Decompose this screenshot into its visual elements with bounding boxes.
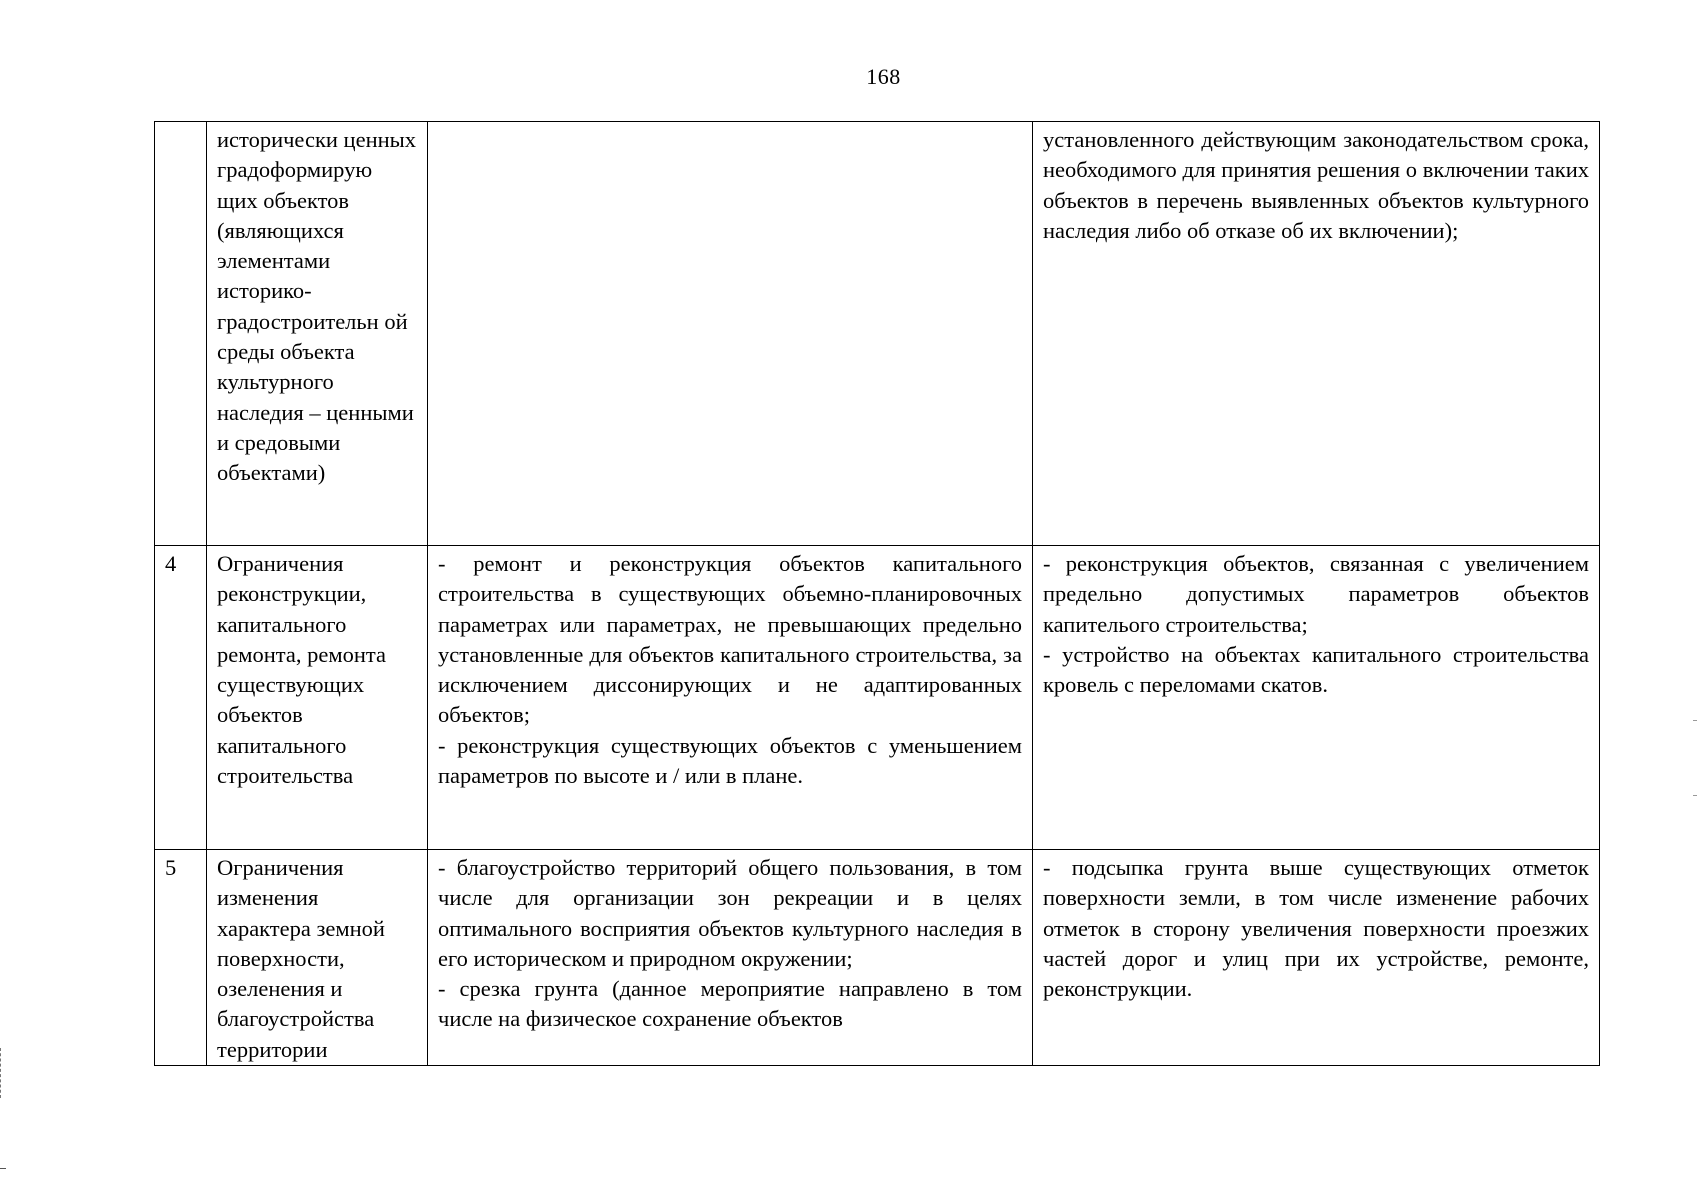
regulations-table xyxy=(154,121,1600,1066)
scan-right-tick xyxy=(1693,720,1697,721)
restriction-name: исторически ценных градоформирую щих объектов (являющихся элементами историко-градостроительн ой среды объекта культурного наследия – ценными и средовыми объектами) xyxy=(207,122,428,546)
restriction-name: Ограничения реконструкции, капитального ремонта, ремонта существующих объектов капитального строительства xyxy=(207,546,428,850)
scan-margin-marks xyxy=(0,1048,5,1098)
allowed-item: - реконструкция существующих объектов с уменьшением параметров по высоте и / или в плане. xyxy=(438,732,1022,789)
scan-right-tick xyxy=(1693,795,1697,796)
allowed-cell-content xyxy=(438,853,1022,1059)
table-row xyxy=(155,850,1600,1066)
allowed-cell xyxy=(428,122,1033,546)
allowed-item: - ремонт и реконструкция объектов капитального строительства в существующих объемно-планировочных параметрах или параметрах, не превышающих предельно установленные для объектов капитального строительства, за исключением диссонирующих и не адаптированных объектов; xyxy=(438,551,1022,728)
restriction-name: Ограничения изменения характера земной поверхности, озеленения и благоустройства территории xyxy=(207,850,428,1066)
forbidden-cell xyxy=(1033,122,1600,546)
forbidden-item: установленного действующим законодательством срока, необходимого для принятия решения о включении таких объектов в перечень выявленных объектов культурного наследия либо об отказе об их включении); xyxy=(1043,127,1589,243)
scan-margin-dash xyxy=(0,1168,6,1169)
forbidden-cell xyxy=(1033,546,1600,850)
forbidden-item: - подсыпка грунта выше существующих отметок поверхности земли, в том числе изменение рабочих отметок в сторону увеличения поверхности проезжих частей дорог и улиц при их устройстве, ремонте, реконструкции. xyxy=(1043,855,1589,1002)
row-number: 4 xyxy=(155,546,207,850)
forbidden-item: - реконструкция объектов, связанная с увеличением предельно допустимых параметров объектов капителього строительства; xyxy=(1043,551,1589,637)
row-number xyxy=(155,122,207,546)
page-number: 168 xyxy=(866,64,901,89)
forbidden-item: - устройство на объектах капитального строительства кровель с переломами скатов. xyxy=(1043,641,1589,698)
row-number: 5 xyxy=(155,850,207,1066)
allowed-item: - срезка грунта (данное мероприятие направлено в том числе на физическое сохранение объектов xyxy=(438,976,1022,1032)
allowed-item: - благоустройство территорий общего пользования, в том числе для организации зон рекреации и в целях оптимального восприятия объектов культурного наследия в его историческом и природном окружении; xyxy=(438,855,1022,971)
allowed-cell xyxy=(428,546,1033,850)
allowed-cell xyxy=(428,850,1033,1066)
forbidden-cell xyxy=(1033,850,1600,1066)
table-row xyxy=(155,122,1600,546)
table-row xyxy=(155,546,1600,850)
